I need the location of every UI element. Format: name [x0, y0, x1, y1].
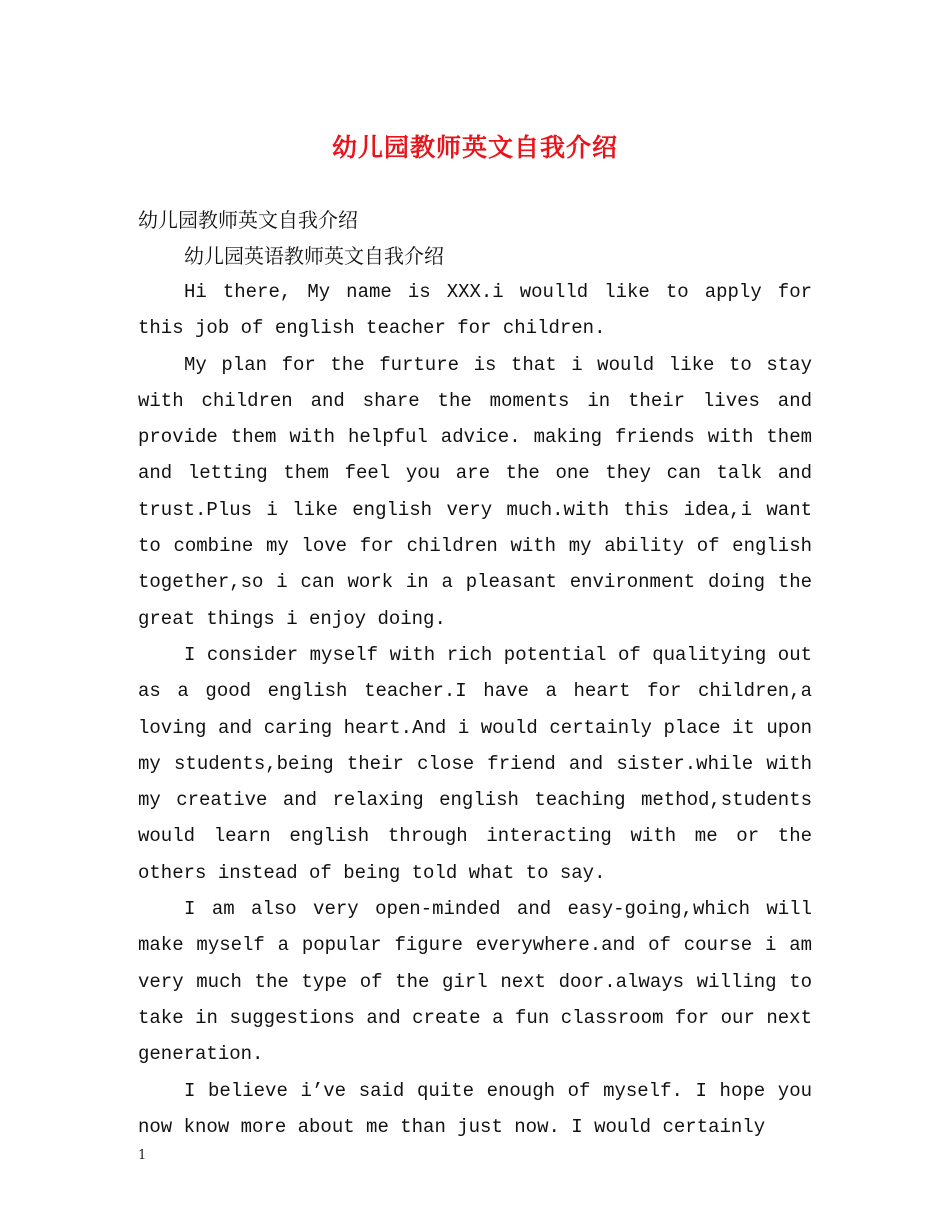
paragraph-1: Hi there, My name is XXX.i woulld like to apply for this job of english teacher for children. [138, 281, 812, 340]
paragraph-4: I am also very open-minded and easy-going,which will make myself a popular figure everywhere.and of course i am very much the type of the girl next door.always willing to take in suggestions and create a fun classroom for our next generation. [138, 898, 812, 1066]
paragraph-5: I believe i’ve said quite enough of myself. I hope you now know more about me than just now. I would certainly [138, 1079, 812, 1138]
document-body [138, 274, 812, 1145]
page-number: 1 [138, 1148, 147, 1163]
paragraph-3: I consider myself with rich potential of qualitying out as a good english teacher.I have a heart for children,a loving and caring heart.And i would certainly place it upon my students,being their close friend and sister.while with my creative and relaxing english teaching method,students would learn english through interacting with me or the others instead of being told what to say. [138, 643, 812, 884]
document-title: 幼儿园教师英文自我介绍 [331, 133, 618, 162]
section-heading: 幼儿园教师英文自我介绍 [138, 208, 358, 232]
section-subheading: 幼儿园英语教师英文自我介绍 [184, 244, 444, 268]
paragraph-2: My plan for the furture is that i would like to stay with children and share the moments in their lives and provide them with helpful advice. making friends with them and letting them feel you are the one they can talk and trust.Plus i like english very much.with this idea,i want to combine my love for children with my ability of english together,so i can work in a pleasant environment doing the great things i enjoy doing. [138, 353, 812, 630]
